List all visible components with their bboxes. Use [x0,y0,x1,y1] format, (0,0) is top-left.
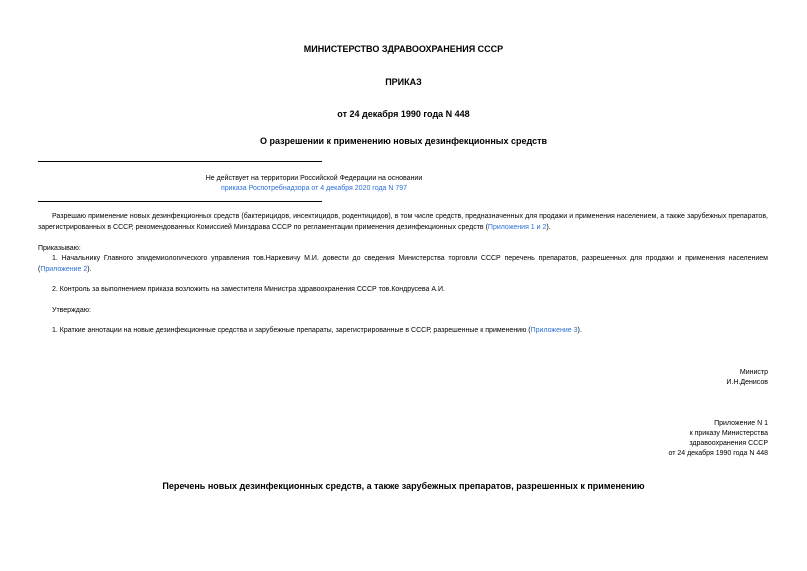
paragraph-permission [38,212,768,233]
subject-heading: О разрешении к применению новых дезинфекционных средств [259,136,548,146]
divider-bottom [38,201,322,202]
paragraph-end: ). [577,327,582,334]
paragraph-approve-label: Утверждаю: [52,307,91,314]
paragraph-end: ). [546,223,551,231]
ministry-heading: МИНИСТЕРСТВО ЗДРАВООХРАНЕНИЯ СССР [303,44,504,54]
signature-title: Министр [739,369,768,376]
status-line: Не действует на территории Российской Федерации на основании [205,175,423,182]
paragraph-end: ). [87,265,92,273]
paragraph-approve-1 [38,326,768,337]
paragraph-order-label: Приказываю: [38,245,81,252]
paragraph-text: Разрешаю применение новых дезинфекционных средств (бактерицидов, инсектицидов, родентицидов), в том числе средств, предназначенных для продажи и применения населением, а также зарубежных препаратов, зарегистрированных в СССР, рекомендованных Комиссией Минздрава СССР по регламентации применения дезинфекционных средств ( [38,213,768,231]
date-number-heading: от 24 декабря 1990 года N 448 [337,109,470,119]
appendix-line: здравоохранения СССР [689,440,768,447]
status-link[interactable]: приказа Роспотребнадзора от 4 декабря 2020 года N 797 [220,185,408,192]
paragraph-text: 1. Краткие аннотации на новые дезинфекционные средства и зарубежные препараты, зарегистрированные в СССР, разрешенные к применению ( [52,327,531,334]
appendix-header [668,419,768,459]
signature-block [726,368,768,388]
appendix-line: к приказу Министерства [689,430,768,437]
paragraph-order-1 [38,254,768,275]
appendix-title: Перечень новых дезинфекционных средств, а также зарубежных препаратов, разрешенных к применению [162,481,645,491]
appendix-line: Приложение N 1 [714,420,768,427]
paragraph-text: 1. Начальнику Главного эпидемиологического управления тов.Наркевичу М.И. довести до сведения Министерства торговли СССР перечень препаратов, разрешенных для продажи и применения населением ( [38,255,768,273]
divider-top [38,161,322,162]
status-note [38,174,590,194]
paragraph-order-2: 2. Контроль за выполнением приказа возложить на заместителя Министра здравоохранения СССР тов.Кондрусева А.И. [52,286,445,293]
appendix-line: от 24 декабря 1990 года N 448 [668,450,768,457]
appendix-1-2-link[interactable]: Приложения 1 и 2 [487,223,547,231]
appendix-3-link[interactable]: Приложение 3 [530,327,578,334]
doc-type-heading: ПРИКАЗ [385,77,422,87]
signature-name: И.Н.Денисов [726,379,768,386]
appendix-2-link[interactable]: Приложение 2 [40,265,88,273]
